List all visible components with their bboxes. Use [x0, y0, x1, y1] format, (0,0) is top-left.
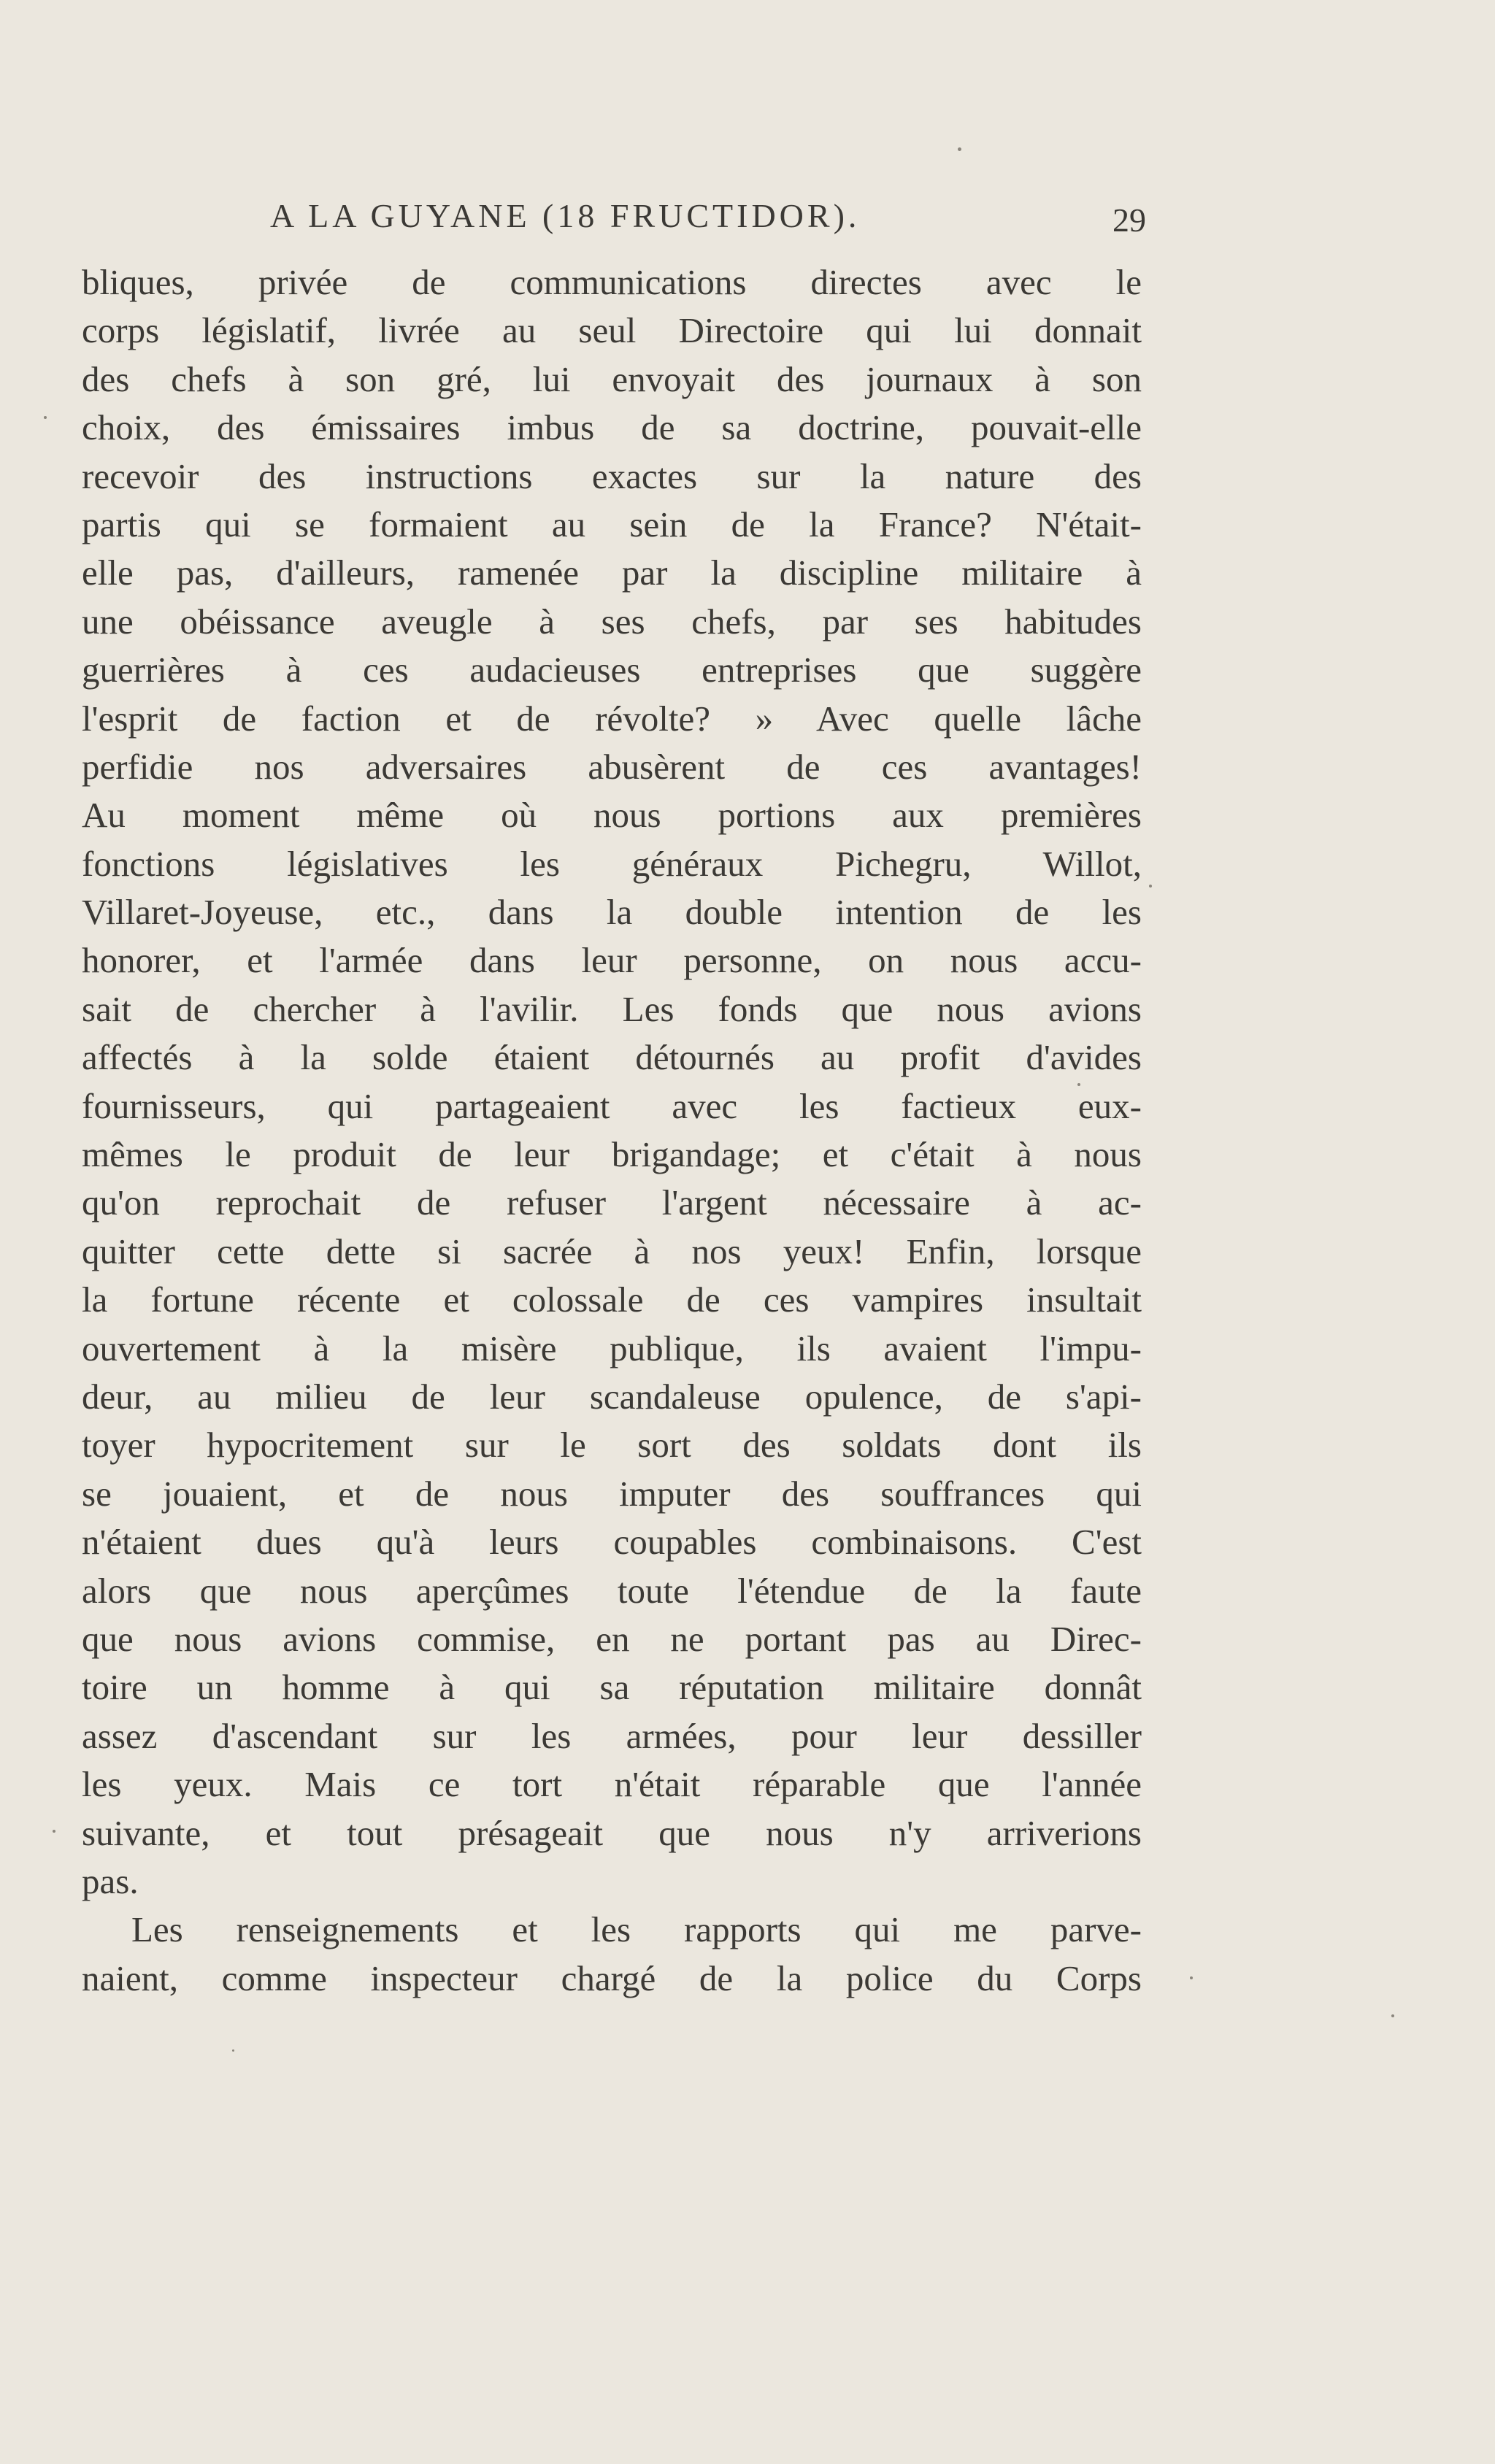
text-line: elle pas, d'ailleurs, ramenée par la discipline militaire à	[82, 553, 1142, 593]
paragraph-1	[82, 258, 1142, 1906]
text-line: sait de chercher à l'avilir. Les fonds que nous avions	[82, 988, 1142, 1029]
text-line: guerrières à ces audacieuses entreprises que suggère	[82, 650, 1142, 690]
text-line: pas.	[82, 1860, 139, 1901]
text-line: partis qui se formaient au sein de la France? N'était-	[82, 504, 1142, 544]
text-line: les yeux. Mais ce tort n'était réparable que l'année	[82, 1764, 1142, 1805]
text-line: fournisseurs, qui partageaient avec les factieux eux-	[82, 1085, 1142, 1126]
text-line: l'esprit de faction et de révolte? » Avec quelle lâche	[82, 698, 1142, 739]
paper-speck	[44, 416, 47, 419]
text-line: Au moment même où nous portions aux premières	[82, 795, 1142, 836]
text-line: naient, comme inspecteur chargé de la police du Corps	[82, 1957, 1142, 1998]
text-line: deur, au milieu de leur scandaleuse opulence, de s'api-	[82, 1376, 1142, 1417]
running-title: A LA GUYANE (18 FRUCTIDOR).	[270, 197, 861, 234]
paper-speck	[232, 2049, 234, 2052]
paper-speck	[53, 1830, 55, 1833]
text-line: mêmes le produit de leur brigandage; et c'était à nous	[82, 1134, 1142, 1175]
body-text	[82, 258, 1142, 2003]
text-line: qu'on reprochait de refuser l'argent nécessaire à ac-	[82, 1182, 1142, 1223]
text-line: Les renseignements et les rapports qui me parve-	[131, 1909, 1142, 1950]
text-line: corps législatif, livrée au seul Directoire qui lui donnait	[82, 310, 1142, 351]
text-line: recevoir des instructions exactes sur la nature des	[82, 455, 1142, 496]
paper-speck	[1391, 2014, 1394, 2017]
text-line: n'étaient dues qu'à leurs coupables combinaisons. C'est	[82, 1522, 1142, 1563]
paper-speck	[1149, 885, 1152, 888]
text-line: choix, des émissaires imbus de sa doctrine, pouvait-elle	[82, 407, 1142, 448]
page-header	[270, 187, 1146, 245]
text-line: toire un homme à qui sa réputation militaire donnât	[82, 1667, 1142, 1708]
text-line: quitter cette dette si sacrée à nos yeux! Enfin, lorsque	[82, 1231, 1142, 1271]
paper-speck	[958, 147, 961, 151]
page-number: 29	[1112, 201, 1146, 239]
text-line: alors que nous aperçûmes toute l'étendue de la faute	[82, 1570, 1142, 1611]
text-line: honorer, et l'armée dans leur personne, on nous accu-	[82, 940, 1142, 981]
paragraph-2	[82, 1906, 1142, 2003]
text-line: assez d'ascendant sur les armées, pour leur dessiller	[82, 1715, 1142, 1756]
text-line: que nous avions commise, en ne portant pas au Direc-	[82, 1618, 1142, 1659]
text-line: fonctions législatives les généraux Pichegru, Willot,	[82, 843, 1142, 884]
text-line: suivante, et tout présageait que nous n'y arriverions	[82, 1812, 1142, 1853]
text-line: ouvertement à la misère publique, ils avaient l'impu-	[82, 1328, 1142, 1368]
text-line: toyer hypocritement sur le sort des soldats dont ils	[82, 1425, 1142, 1466]
paper-speck	[1077, 1083, 1080, 1086]
text-line: affectés à la solde étaient détournés au profit d'avides	[82, 1037, 1142, 1078]
text-line: bliques, privée de communications directes avec le	[82, 262, 1142, 302]
text-line: se jouaient, et de nous imputer des souffrances qui	[82, 1473, 1142, 1514]
paper-speck	[1190, 1976, 1193, 1979]
text-line: perfidie nos adversaires abusèrent de ces avantages!	[82, 746, 1142, 787]
text-line: la fortune récente et colossale de ces vampires insultait	[82, 1279, 1142, 1320]
text-line: une obéissance aveugle à ses chefs, par ses habitudes	[82, 601, 1142, 642]
text-line: des chefs à son gré, lui envoyait des journaux à son	[82, 358, 1142, 399]
text-line: Villaret-Joyeuse, etc., dans la double intention de les	[82, 892, 1142, 933]
